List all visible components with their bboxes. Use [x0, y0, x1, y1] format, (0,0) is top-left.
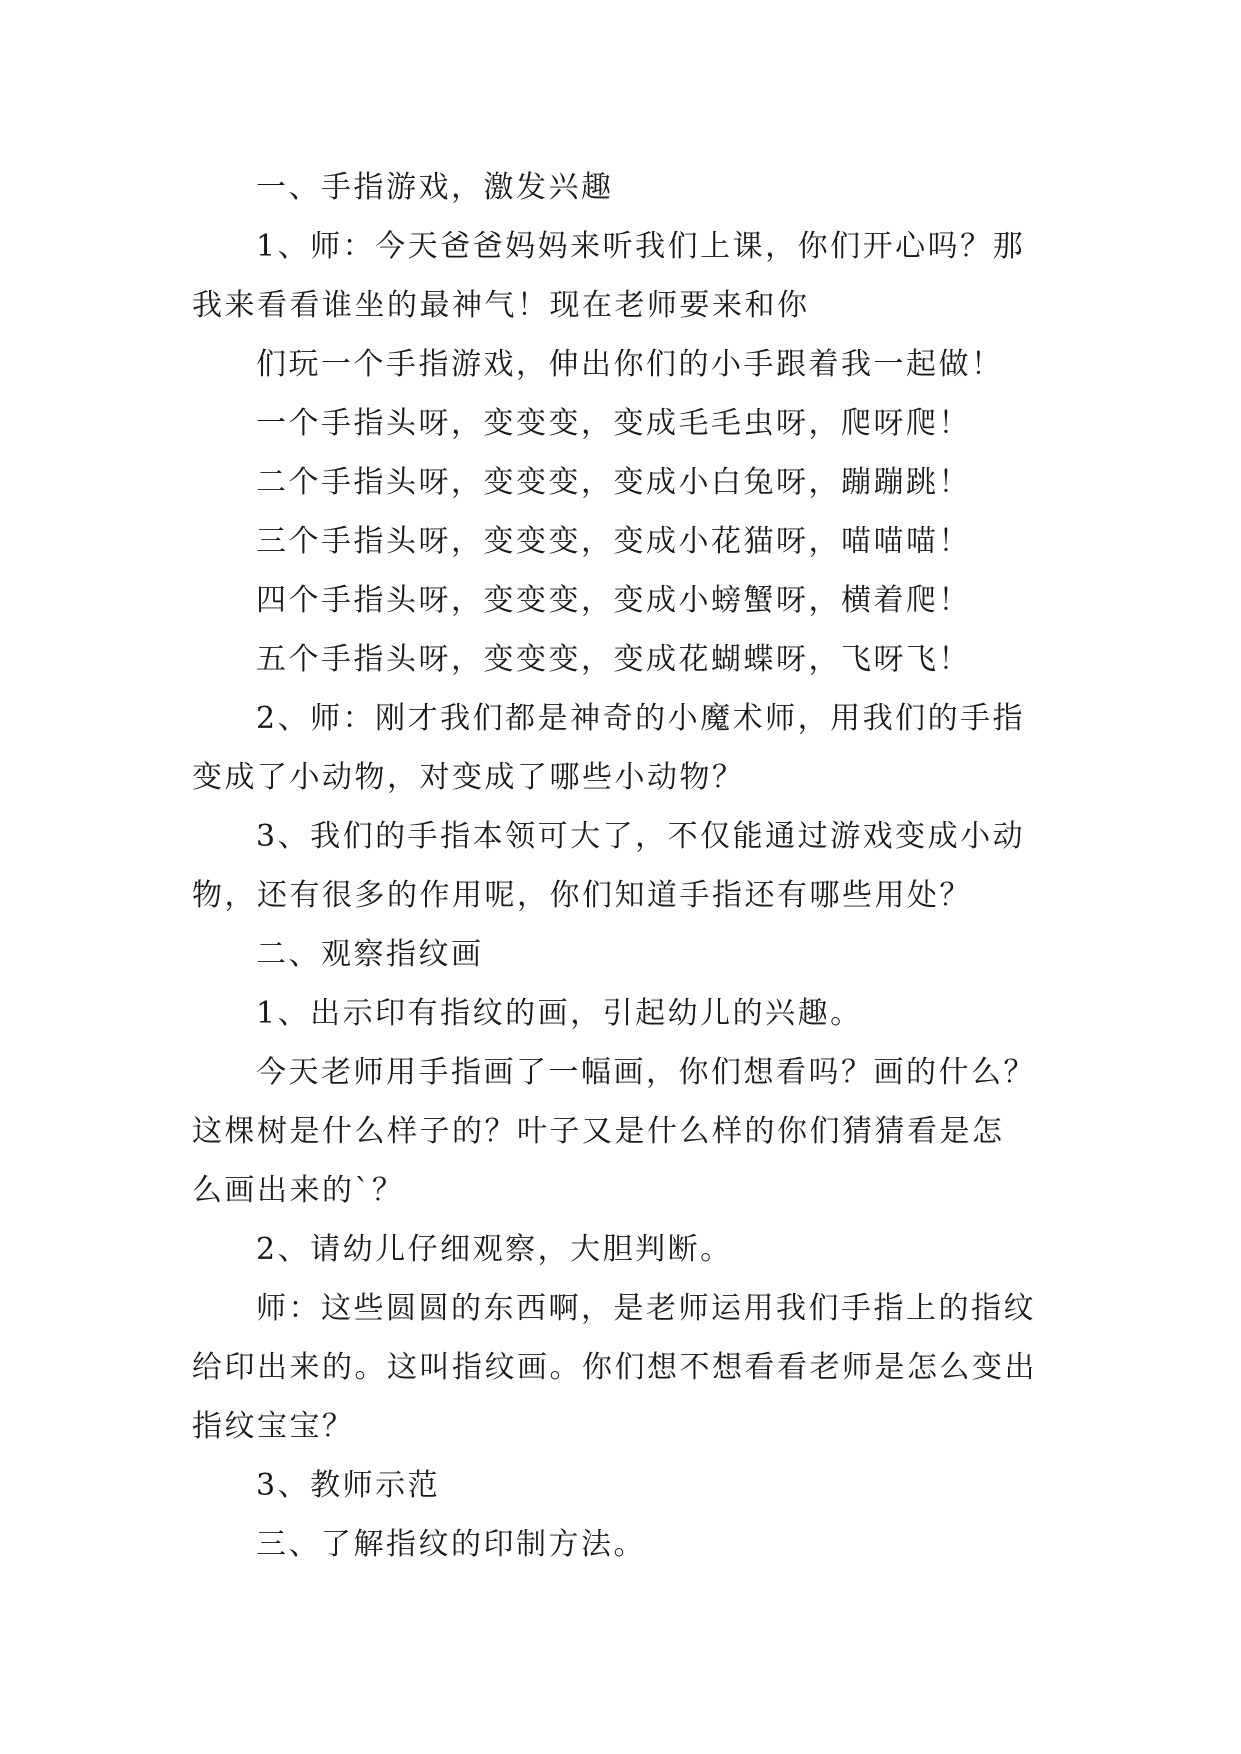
section-heading-3: 三、了解指纹的印制方法。 [256, 1527, 646, 1562]
paragraph-line: 1、出示印有指纹的画，引起幼儿的兴趣。 [256, 996, 863, 1031]
paragraph-line: 们玩一个手指游戏，伸出你们的小手跟着我一起做！ [256, 347, 1004, 382]
paragraph-line: 变成了小动物，对变成了哪些小动物？ [192, 760, 745, 795]
rhyme-line: 三个手指头呀，变变变，变成小花猫呀，喵喵喵！ [256, 524, 971, 559]
paragraph-line: 我来看看谁坐的最神气！现在老师要来和你 [192, 288, 810, 323]
rhyme-line: 五个手指头呀，变变变，变成花蝴蝶呀，飞呀飞！ [256, 642, 971, 677]
rhyme-line: 二个手指头呀，变变变，变成小白兔呀，蹦蹦跳！ [256, 465, 971, 500]
section-heading-1: 一、手指游戏，激发兴趣 [256, 170, 614, 205]
paragraph-line: 2、请幼儿仔细观察，大胆判断。 [256, 1232, 733, 1267]
paragraph-line: 师：这些圆圆的东西啊，是老师运用我们手指上的指纹 [256, 1291, 1036, 1326]
rhyme-line: 四个手指头呀，变变变，变成小螃蟹呀，横着爬！ [256, 583, 971, 618]
paragraph-line: 3、教师示范 [256, 1468, 441, 1503]
paragraph-line: 这棵树是什么样子的？叶子又是什么样的你们猜猜看是怎 [192, 1114, 1005, 1149]
paragraph-line: 3、我们的手指本领可大了，不仅能通过游戏变成小动 [256, 819, 1026, 854]
rhyme-line: 一个手指头呀，变变变，变成毛毛虫呀，爬呀爬！ [256, 406, 971, 441]
section-heading-2: 二、观察指纹画 [256, 937, 484, 972]
paragraph-line: 指纹宝宝？ [192, 1409, 355, 1444]
paragraph-line: 2、师：刚才我们都是神奇的小魔术师，用我们的手指 [256, 701, 1026, 736]
paragraph-line: 今天老师用手指画了一幅画，你们想看吗？画的什么？ [256, 1055, 1036, 1090]
paragraph-line: 给印出来的。这叫指纹画。你们想不想看看老师是怎么变出 [192, 1350, 1037, 1385]
document-body [192, 158, 1072, 1574]
paragraph-line: 1、师：今天爸爸妈妈来听我们上课，你们开心吗？那 [256, 229, 1026, 264]
paragraph-line: 么画出来的`？ [192, 1173, 405, 1208]
paragraph-line: 物，还有很多的作用呢，你们知道手指还有哪些用处？ [192, 878, 972, 913]
